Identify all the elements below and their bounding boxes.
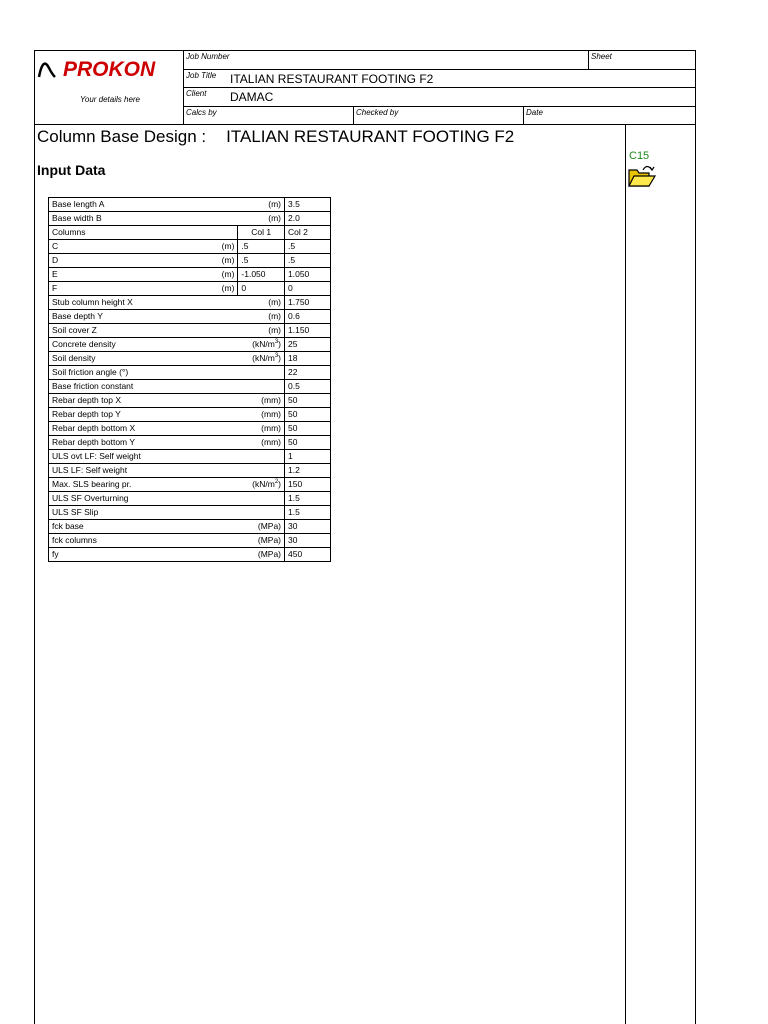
param-label: Concrete density [52,339,116,349]
param-value: 1.150 [285,324,331,338]
input-data-table [48,197,331,562]
param-value: 50 [285,408,331,422]
param-label-cell [49,436,285,450]
section-title: Input Data [37,162,106,178]
table-row [49,520,331,534]
table-row [49,380,331,394]
param-label-cell [49,324,285,338]
param-label: F [52,283,58,293]
param-unit: (m) [268,297,281,307]
table-row [49,254,331,268]
param-unit: (m) [268,199,281,209]
col2-value: 0 [285,282,331,296]
param-value: 1.5 [285,506,331,520]
param-label: ULS SF Slip [52,507,99,517]
param-value: 50 [285,436,331,450]
param-value: 18 [285,352,331,366]
param-value: 50 [285,394,331,408]
param-label-cell [49,492,285,506]
param-unit: (m) [268,325,281,335]
param-label-cell [49,380,285,394]
margin-column-line [625,124,626,1024]
param-unit: (m) [221,255,235,265]
param-label-cell [49,254,238,268]
param-label-cell [49,212,285,226]
param-label-cell [49,338,285,352]
param-label: fy [52,549,59,559]
frame-top [34,50,696,51]
param-label: Rebar depth top X [52,395,121,405]
param-label: ULS LF: Self weight [52,465,128,475]
table-row [49,282,331,296]
sheet-divider [588,50,589,70]
param-value: 450 [285,548,331,562]
client-label: Client [186,89,207,98]
param-label: Soil density [52,353,96,363]
param-unit: (mm) [261,437,281,447]
job-number-label: Job Number [186,52,230,61]
table-row [49,506,331,520]
param-value: 30 [285,534,331,548]
param-label-cell [49,464,285,478]
col1-value: .5 [238,254,285,268]
param-label-cell [49,296,285,310]
param-label-cell [49,478,285,492]
param-value: 0.5 [285,380,331,394]
param-value: 30 [285,520,331,534]
param-label-cell [49,198,285,212]
col2-value: .5 [285,254,331,268]
checked-divider [353,106,354,125]
param-label: Base friction constant [52,381,134,391]
company-details: Your details here [79,95,141,104]
table-row [49,478,331,492]
param-label: Base depth Y [52,311,103,321]
param-unit: $(kN/m^2)$ [252,479,281,489]
prokon-arc-icon [37,60,59,78]
param-unit: (MPa) [257,521,281,531]
param-unit: (m) [268,311,281,321]
param-value: 1 [285,450,331,464]
param-label-cell [49,268,238,282]
param-unit: (m) [221,269,235,279]
table-row [49,366,331,380]
param-unit: (mm) [261,395,281,405]
param-value: 22 [285,366,331,380]
param-label-cell [49,240,238,254]
table-row [49,324,331,338]
company-name: PROKON [63,58,156,81]
param-label-cell [49,548,285,562]
date-divider [523,106,524,125]
table-row [49,534,331,548]
sheet-label: Sheet [591,52,612,61]
param-unit: $(kN/m^3)$ [252,353,281,363]
col1-header: Col 1 [238,226,285,240]
param-label: Base width B [52,213,102,223]
param-label-cell [49,366,285,380]
param-label: Rebar depth bottom Y [52,437,136,447]
param-label-cell [49,394,285,408]
table-row [49,212,331,226]
col2-header: Col 2 [285,226,331,240]
checked-by-label: Checked by [356,108,399,117]
col1-value: 0 [238,282,285,296]
table-row [49,422,331,436]
param-label-cell [49,282,238,296]
job-title-label: Job Title [186,71,217,80]
param-label-cell [49,408,285,422]
prokon-logo [37,58,155,82]
param-unit: (mm) [261,423,281,433]
param-label-cell [49,352,285,366]
param-label: C [52,241,59,251]
param-label: D [52,255,59,265]
table-row [49,310,331,324]
table-row [49,436,331,450]
page-title-value: ITALIAN RESTAURANT FOOTING F2 [226,127,515,146]
param-unit: $(kN/m^3)$ [252,339,281,349]
row-line-1 [183,69,696,70]
param-value: 2.0 [285,212,331,226]
param-label-cell [49,534,285,548]
param-label-cell [49,506,285,520]
col2-value: .5 [285,240,331,254]
param-label: Max. SLS bearing pr. [52,479,132,489]
param-label: ULS SF Overturning [52,493,129,503]
table-row [49,240,331,254]
param-unit: (m) [268,213,281,223]
page-title-label: Column Base Design : [37,127,207,146]
columns-label: Columns [49,226,238,240]
param-label: ULS ovt LF: Self weight [52,451,141,461]
param-value: 3.5 [285,198,331,212]
param-label: E [52,269,58,279]
param-value: 50 [285,422,331,436]
param-value: 1.750 [285,296,331,310]
table-row [49,408,331,422]
col2-value: 1.050 [285,268,331,282]
table-row [49,352,331,366]
client-value: DAMAC [230,90,274,104]
param-label: fck columns [52,535,97,545]
param-label: Rebar depth bottom X [52,423,136,433]
param-label: fck base [52,521,84,531]
table-row [49,198,331,212]
param-value: 1.5 [285,492,331,506]
open-folder-icon[interactable] [627,164,657,193]
param-unit: (mm) [261,409,281,419]
row-line-3 [183,106,696,107]
table-row [49,464,331,478]
param-label: Rebar depth top Y [52,409,121,419]
param-value: 25 [285,338,331,352]
param-label: Soil friction angle (°) [52,367,129,377]
calcs-by-label: Calcs by [186,108,217,117]
param-value: 0.6 [285,310,331,324]
table-row [49,450,331,464]
calc-tag: C15 [629,150,650,162]
table-row [49,268,331,282]
param-label-cell [49,422,285,436]
table-row [49,548,331,562]
param-value: 1.2 [285,464,331,478]
param-unit: (m) [221,283,235,293]
table-row [49,338,331,352]
param-label-cell [49,450,285,464]
job-title-value: ITALIAN RESTAURANT FOOTING F2 [230,72,434,86]
page-title [37,127,514,147]
header-bottom [34,124,696,125]
param-label: Soil cover Z [52,325,97,335]
col1-value: -1.050 [238,268,285,282]
param-unit: (m) [221,241,235,251]
param-unit: (MPa) [257,535,281,545]
frame-right [695,50,696,1024]
col1-value: .5 [238,240,285,254]
row-line-2 [183,87,696,88]
param-label-cell [49,520,285,534]
table-row [49,394,331,408]
table-row [49,492,331,506]
date-label: Date [526,108,543,117]
param-label: Base length A [52,199,105,209]
param-unit: (MPa) [257,549,281,559]
param-label-cell [49,310,285,324]
param-value: 150 [285,478,331,492]
param-label: Stub column height X [52,297,133,307]
table-row [49,296,331,310]
frame-left [34,50,35,1024]
columns-header-row [49,226,331,240]
